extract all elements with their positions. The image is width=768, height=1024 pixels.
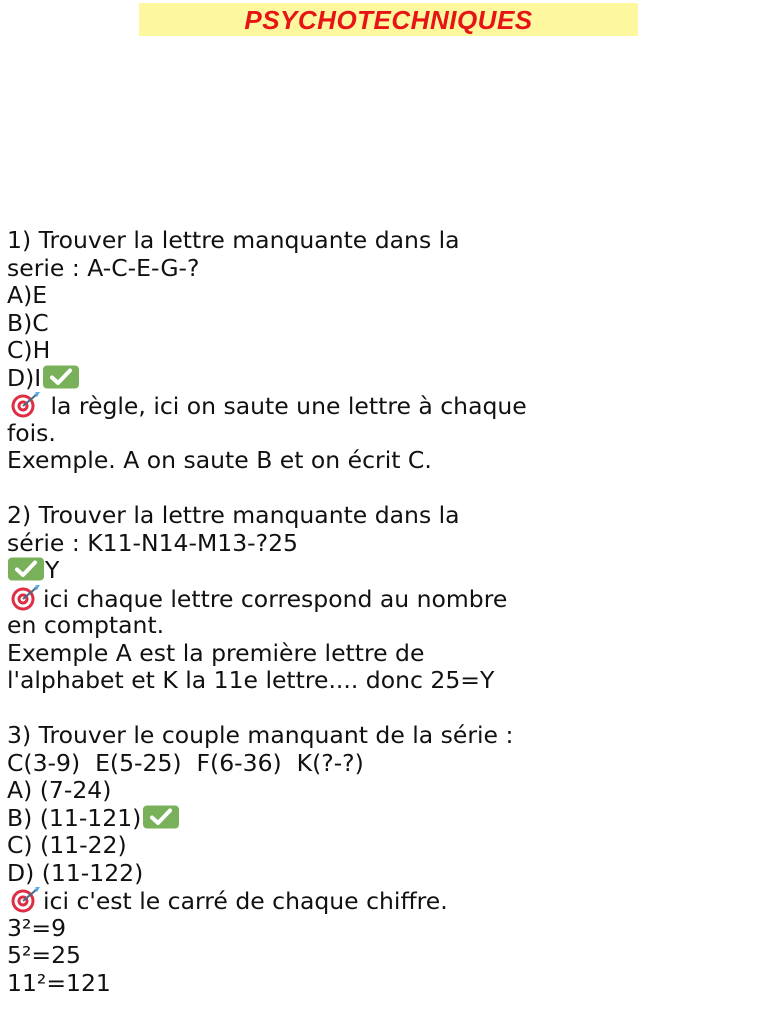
q2-rule-row xyxy=(7,585,765,613)
q3-option-b-row xyxy=(7,805,765,833)
q3-calc-1: 3²=9 xyxy=(7,913,67,942)
q3-rule-row xyxy=(7,887,765,915)
q2-rule-line-1: ici chaque lettre correspond au nombre xyxy=(43,584,508,613)
q3-option-d: D) (11-122) xyxy=(7,858,144,887)
direct-hit-target-icon xyxy=(7,585,43,611)
q1-option-c: C)H xyxy=(7,336,51,364)
direct-hit-target-icon xyxy=(7,887,43,913)
q1-option-a: A)E xyxy=(7,281,48,309)
q3-question-line-1: 3) Trouver le couple manquant de la série : xyxy=(7,721,514,749)
q2-answer-row xyxy=(7,557,765,585)
spacer xyxy=(7,695,765,723)
q1-option-d: D)I xyxy=(7,363,42,392)
q1-rule-line-3: Exemple. A on saute B et on écrit C. xyxy=(7,446,432,474)
q3-question-line-2: C(3-9) E(5-25) F(6-36) K(?-?) xyxy=(7,748,364,777)
q3-option-b: B) (11-121) xyxy=(7,803,142,832)
check-mark-button-icon xyxy=(7,557,45,581)
q1-question-line-1: 1) Trouver la lettre manquante dans la xyxy=(7,226,460,254)
q1-rule-row xyxy=(7,392,765,420)
check-mark-button-icon xyxy=(42,365,80,389)
q2-question-line-2: série : K11-N14-M13-?25 xyxy=(7,528,298,557)
page-title: PSYCHOTECHNIQUES xyxy=(244,4,533,35)
q1-rule-line-2: fois. xyxy=(7,418,56,447)
q3-calc-3: 11²=121 xyxy=(7,968,111,997)
q3-option-a: A) (7-24) xyxy=(7,776,112,804)
q2-rule-line-4: l'alphabet et K la 11e lettre.... donc 25=Y xyxy=(7,666,495,694)
check-mark-button-icon xyxy=(142,805,180,829)
spacer xyxy=(7,475,765,503)
q1-option-d-row xyxy=(7,365,765,393)
direct-hit-target-icon xyxy=(7,392,43,418)
q1-question-line-2: serie : A-C-E-G-? xyxy=(7,253,200,282)
q2-rule-line-3: Exemple A est la première lettre de xyxy=(7,638,425,667)
q3-calc-2: 5²=25 xyxy=(7,941,81,969)
q1-rule-line-1: la règle, ici on saute une lettre à chaque xyxy=(43,392,527,420)
q3-rule-line-1: ici c'est le carré de chaque chiffre. xyxy=(43,887,448,915)
q1-option-b: B)C xyxy=(7,308,49,337)
title-banner xyxy=(139,3,638,36)
q2-rule-line-2: en comptant. xyxy=(7,611,165,639)
q2-question-line-1: 2) Trouver la lettre manquante dans la xyxy=(7,501,460,529)
document-body xyxy=(7,227,765,997)
q2-answer: Y xyxy=(45,556,60,584)
q3-option-c: C) (11-22) xyxy=(7,831,127,859)
